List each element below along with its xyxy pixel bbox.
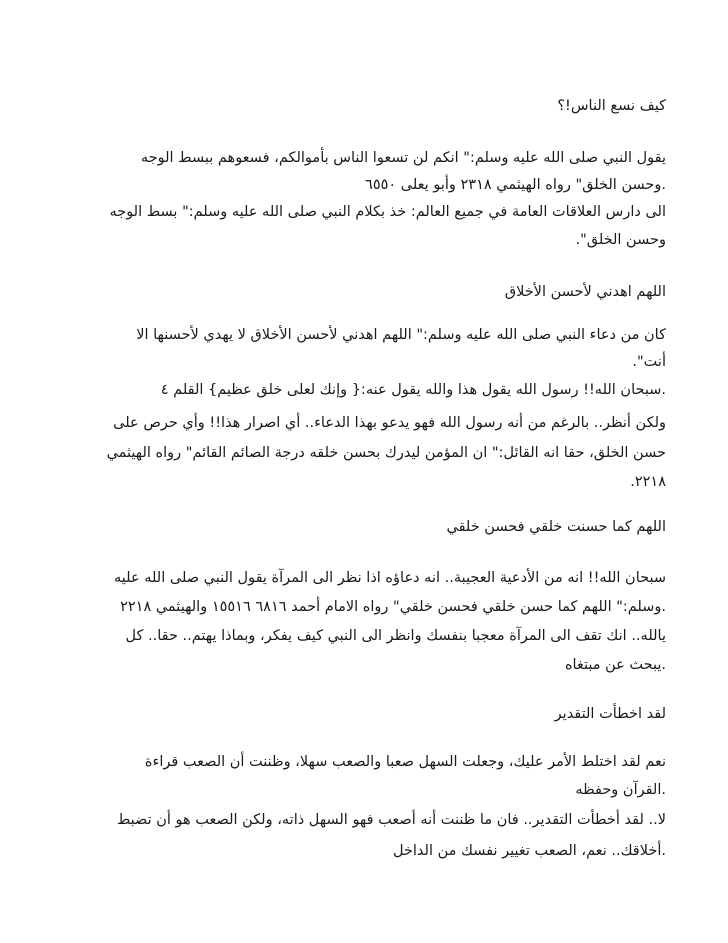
paragraph-line: .٢٢١٨ xyxy=(630,474,666,490)
section-title-3: اللهم كما حسنت خلقي فحسن خلقي xyxy=(446,519,666,535)
paragraph-line: وحسن الخلق". xyxy=(575,232,666,248)
paragraph-line: لا.. لقد أخطأت التقدير.. فان ما ظننت أنه أصعب فهو السهل ذاته، ولكن الصعب هو أن تضبط xyxy=(116,812,666,828)
paragraph-line: .القرآن وحفظه xyxy=(575,782,666,798)
paragraph-line: نعم لقد اختلط الأمر عليك، وجعلت السهل صعبا والصعب سهلا، وظننت أن الصعب قراءة xyxy=(144,754,666,770)
paragraph-line: يقول النبي صلى الله عليه وسلم:" انكم لن تسعوا الناس بأموالكم، فسعوهم ببسط الوجه xyxy=(140,150,666,166)
paragraph-line: .وسلم:" اللهم كما حسن خلقي فحسن خلقي" رواه الامام أحمد ٦٨١٦ ١٥٥١٦ والهيثمي ٢٢١٨ xyxy=(120,599,666,615)
section-title-1: كيف نسع الناس!؟ xyxy=(557,98,666,114)
paragraph-line: أنت". xyxy=(632,354,666,370)
section-title-2: اللهم اهدني لأحسن الأخلاق xyxy=(504,284,666,300)
paragraph-line: الى دارس العلاقات العامة في جميع العالم: خذ بكلام النبي صلى الله عليه وسلم:" بسط الوجه xyxy=(109,204,666,220)
paragraph-line: ولكن أنظر.. بالرغم من أنه رسول الله فهو يدعو بهذا الدعاء.. أي اصرار هذا!! وأي حرص على xyxy=(113,415,666,431)
paragraph-line: كان من دعاء النبي صلى الله عليه وسلم:" اللهم اهدني لأحسن الأخلاق لا يهدي لأحسنها الا xyxy=(136,327,666,343)
paragraph-line: حسن الخلق، حقا انه القائل:" ان المؤمن ليدرك بحسن خلقه درجة الصائم القائم" رواه الهيثمي xyxy=(106,445,666,461)
paragraph-line: .أخلاقك.. نعم، الصعب تغيير نفسك من الداخل xyxy=(392,843,666,859)
paragraph-line: يالله.. انك تقف الى المرآة معجبا بنفسك وانظر الى النبي كيف يفكر، وبماذا يهتم.. حقا.. كل xyxy=(125,628,666,644)
paragraph-line: .يبحث عن مبتغاه xyxy=(564,657,666,673)
paragraph-line: .وحسن الخلق" رواه الهيثمي ٢٣١٨ وأبو يعلى ٦٥٥٠ xyxy=(365,177,666,193)
section-title-4: لقد اخطأت التقدير xyxy=(554,706,666,722)
paragraph-line: .سبحان الله!! رسول الله يقول هذا والله يقول عنه:{ وإنك لعلى خلق عظيم} القلم ٤ xyxy=(160,382,666,398)
paragraph-line: سبحان الله!! انه من الأدعية العجيبة.. انه دعاؤه اذا نظر الى المرآة يقول النبي صلى الله عليه xyxy=(114,570,666,586)
